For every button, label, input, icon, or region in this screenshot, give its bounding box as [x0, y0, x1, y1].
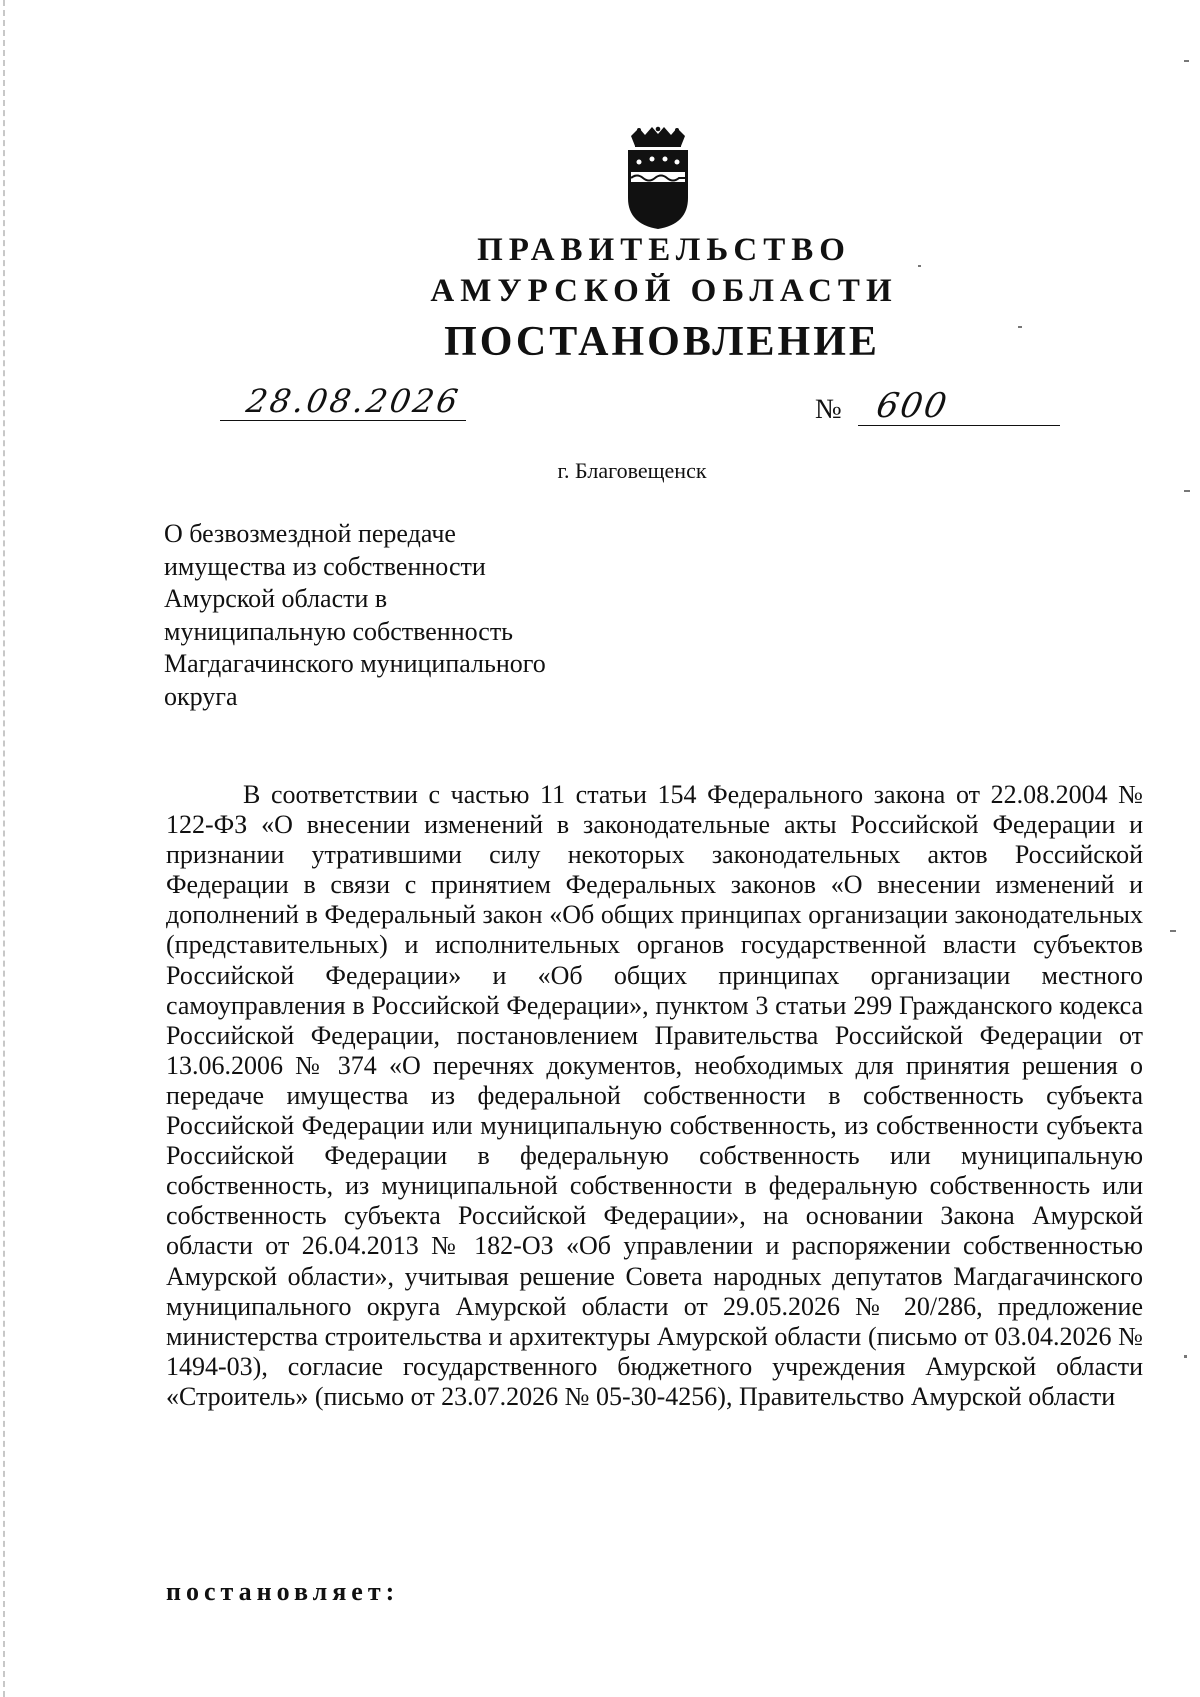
- date-underline: [220, 420, 466, 421]
- title-line: муниципальную собственность: [164, 616, 514, 646]
- document-title: [164, 518, 604, 713]
- government-name-line2: АМУРСКОЙ ОБЛАСТИ: [430, 273, 898, 309]
- title-line: Амурской области в: [164, 584, 388, 613]
- title-line: О безвозмездной передаче: [164, 519, 456, 548]
- scan-speck: [1184, 1355, 1187, 1358]
- scan-speck: [1184, 490, 1190, 492]
- number-underline: [858, 425, 1060, 426]
- resolves-keyword: постановляет:: [166, 1577, 400, 1606]
- title-line: имущества из собственности: [164, 551, 486, 581]
- number-sign: №: [815, 394, 842, 425]
- preamble-paragraph: В соответствии с частью 11 статьи 154 Федерального закона от 22.08.2004 № 122-ФЗ «О внесении изменений в законодательные акты Российской Федерации и признании утратившими силу некоторых законодательных актов Российской Федерации в связи с принятием Федеральных законов «О внесении изменений и дополнений в Федеральный закон «Об общих принципах организации законодательных (представительных) и исполнительных органов государственной власти субъектов Российской Федерации» и «Об общих принципах организации местного самоуправления в Российской Федерации», пунктом 3 статьи 299 Гражданского кодекса Российской Федерации, постановлением Правительства Российской Федерации от 13.06.2006 № 374 «О перечнях документов, необходимых для принятия решения о передаче имущества из федеральной собственности в собственность субъекта Российской Федерации или муниципальную собственность, из собственности субъекта Российской Федерации в федеральную собственность или муниципальную собственность, из муниципальной собственности в федеральную собственность или собственность субъекта Российской Федерации», на основании Закона Амурской области от 26.04.2013 № 182-ОЗ «Об управлении и распоряжении собственностью Амурской области», учитывая решение Совета народных депутатов Магдагачинского муниципального округа Амурской области от 29.05.2026 № 20/286, предложение министерства строительства и архитектуры Амурской области (письмо от 03.04.2026 № 1494-03), согласие государственного бюджетного учреждения Амурской области «Строитель» (письмо от 23.07.2026 № 05-30-4256), Правительство Амурской области: [166, 780, 1143, 1411]
- scan-speck: [1170, 930, 1176, 932]
- document-number: 600: [873, 386, 952, 426]
- scan-speck: [1184, 60, 1189, 62]
- government-name-line1: ПРАВИТЕЛЬСТВО: [477, 232, 851, 268]
- document-date: 28.08.2026: [243, 382, 464, 420]
- scan-speck: [918, 265, 921, 267]
- issue-city: г. Благовещенск: [557, 458, 707, 483]
- title-line: Магдагачинского муниципального: [164, 649, 546, 678]
- title-line: округа: [164, 681, 238, 711]
- coat-of-arms-icon: [625, 126, 691, 230]
- document-type-heading: ПОСТАНОВЛЕНИЕ: [444, 319, 880, 365]
- scan-speck: [1018, 326, 1022, 328]
